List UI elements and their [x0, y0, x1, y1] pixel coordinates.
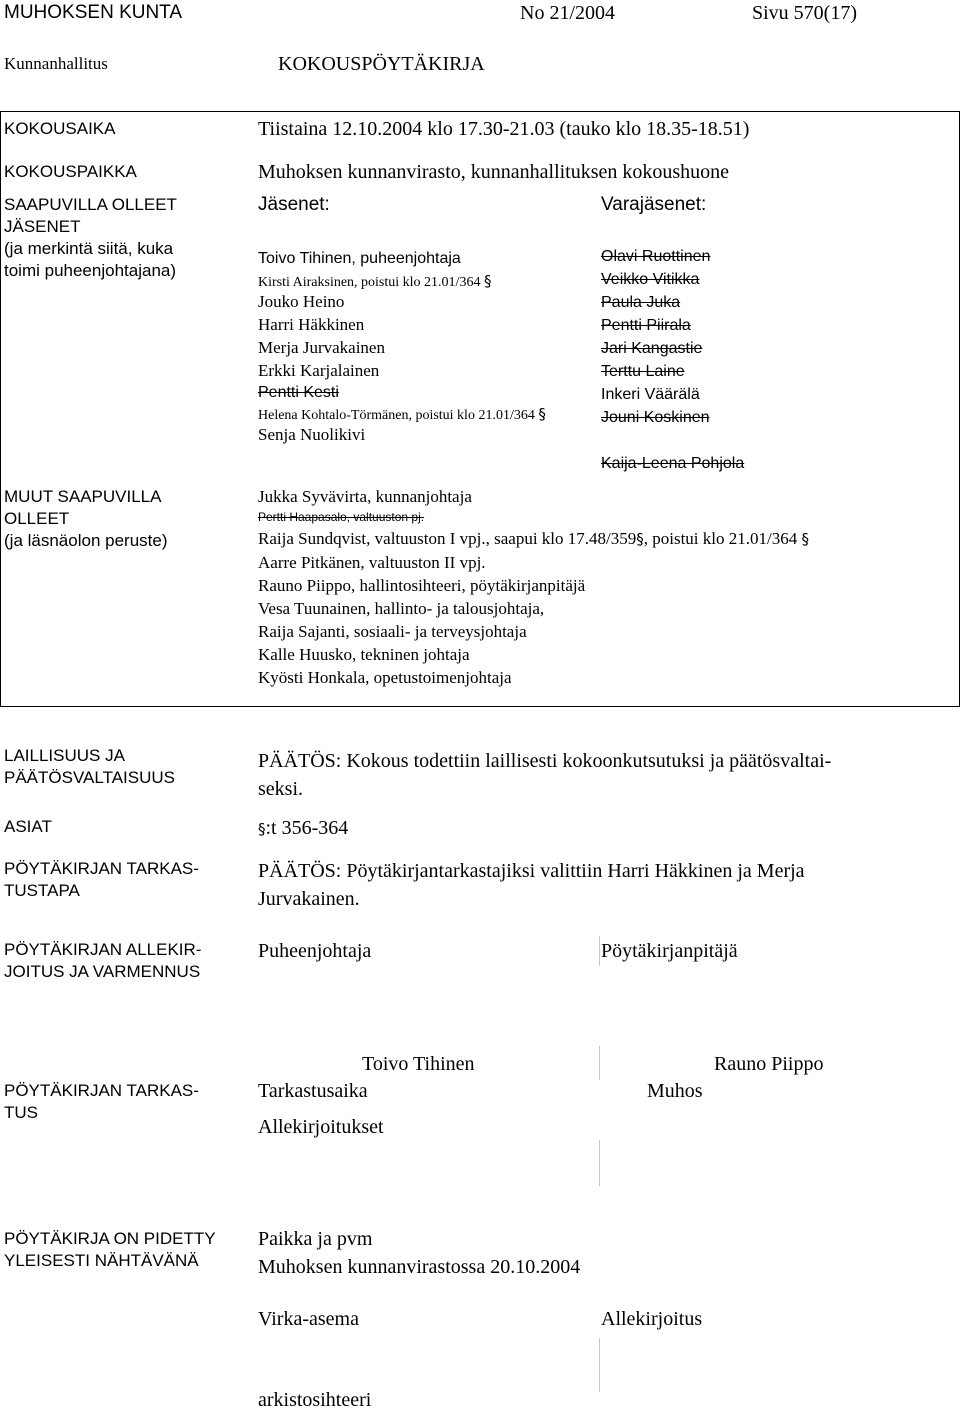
other-present-list	[258, 551, 585, 689]
other-present-row: Kalle Huusko, tekninen johtaja	[258, 645, 470, 664]
signature-label: Allekirjoitus	[601, 1308, 703, 1330]
inspection-label: PÖYTÄKIRJAN TARKAS- TUS	[4, 1081, 199, 1122]
member-row: Merja Jurvakainen	[258, 338, 385, 357]
chair-label: Puheenjohtaja	[258, 940, 372, 962]
document-number: No 21/2004	[520, 2, 615, 24]
deputy-row-absent: Paula Juka	[601, 294, 681, 311]
signing-label: PÖYTÄKIRJAN ALLEKIR- JOITUS JA VARMENNUS	[4, 940, 202, 981]
secretary-name: Rauno Piippo	[714, 1053, 824, 1075]
deputy-row-absent: Pentti Piirala	[601, 317, 691, 334]
municipality-name: MUHOKSEN KUNTA	[4, 2, 183, 23]
deputy-row-absent: Veikko Vitikka	[601, 271, 700, 288]
signature-divider	[599, 1046, 600, 1080]
inspection-signatures-label: Allekirjoitukset	[258, 1116, 384, 1138]
inspection-place: Muhos	[647, 1080, 703, 1102]
table-top-border	[0, 111, 960, 112]
legality-decision: PÄÄTÖS: Kokous todettiin laillisesti kokoonkutsutuksi ja päätösvaltai- seksi.	[258, 750, 832, 800]
deputies-heading: Varajäsenet:	[601, 194, 707, 215]
governing-body: Kunnanhallitus	[4, 54, 108, 73]
deputy-row-absent: Olavi Ruottinen	[601, 248, 711, 265]
matters-value: §:t 356-364	[258, 817, 349, 839]
deputy-row: Inkeri Väärälä	[601, 386, 700, 403]
deputy-row-absent: Terttu Laine	[601, 363, 685, 380]
members-heading: Jäsenet:	[258, 194, 330, 215]
position-value: arkistosihteeri	[258, 1389, 372, 1411]
other-present-row: Rauno Piippo, hallintosihteeri, pöytäkirjanpitäjä	[258, 576, 586, 595]
section-mark: §	[801, 530, 809, 548]
deputy-row-absent: Jari Kangastie	[601, 340, 703, 357]
signature-divider	[599, 1338, 600, 1392]
place-date-label: Paikka ja pvm	[258, 1228, 373, 1250]
chair-name: Toivo Tihinen	[362, 1053, 475, 1075]
inspection-method-label: PÖYTÄKIRJAN TARKAS- TUSTAPA	[4, 859, 199, 900]
member-chair: Toivo Tihinen, puheenjohtaja	[258, 250, 461, 267]
member-row: Erkki Karjalainen	[258, 361, 380, 380]
legality-label: LAILLISUUS JA PÄÄTÖSVALTAISUUS	[4, 746, 175, 787]
meeting-place-label: KOKOUSPAIKKA	[4, 162, 137, 181]
other-present-row: Kyösti Honkala, opetustoimenjohtaja	[258, 668, 512, 687]
member-row: Senja Nuolikivi	[258, 425, 366, 444]
meeting-time-value: Tiistaina 12.10.2004 klo 17.30-21.03 (tauko klo 18.35-18.51)	[258, 118, 750, 140]
meeting-place-value: Muhoksen kunnanvirasto, kunnanhallituksen kokoushuone	[258, 161, 730, 183]
table-left-border	[0, 111, 1, 707]
deputy-row-absent: Kaija-Leena Pohjola	[601, 455, 745, 472]
table-bottom-border	[0, 706, 960, 707]
section-mark: §	[538, 405, 546, 423]
inspection-time-label: Tarkastusaika	[258, 1080, 368, 1102]
signature-divider	[599, 1140, 600, 1186]
deputy-row-absent: Jouni Koskinen	[601, 409, 710, 426]
members-label: SAAPUVILLA OLLEET JÄSENET (ja merkintä siitä, kuka toimi puheenjohtajana)	[4, 195, 177, 280]
secretary-label: Pöytäkirjanpitäjä	[601, 940, 738, 962]
position-label: Virka-asema	[258, 1308, 359, 1330]
section-mark: §	[483, 272, 492, 290]
public-display-label: PÖYTÄKIRJA ON PIDETTY YLEISESTI NÄHTÄVÄNÄ	[4, 1229, 216, 1270]
page-number: Sivu 570(17)	[752, 2, 857, 24]
place-date-value: Muhoksen kunnanvirastossa 20.10.2004	[258, 1256, 581, 1278]
section-mark: §	[636, 530, 644, 548]
member-row: Kirsti Airaksinen, poistui klo 21.01/364 §	[258, 272, 492, 290]
member-row-absent: Pentti Kesti	[258, 384, 339, 401]
other-present-row: Aarre Pitkänen, valtuuston II vpj.	[258, 553, 486, 572]
member-row: Jouko Heino	[258, 292, 345, 311]
matters-label: ASIAT	[4, 817, 52, 836]
other-present-row: Raija Sundqvist, valtuuston I vpj., saapui klo 17.48/359§, poistui klo 21.01/364 §	[258, 529, 809, 548]
signature-divider	[599, 936, 600, 966]
others-label: MUUT SAAPUVILLA OLLEET (ja läsnäolon peruste)	[4, 487, 168, 550]
other-present-row: Raija Sajanti, sosiaali- ja terveysjohtaja	[258, 622, 527, 641]
meeting-time-label: KOKOUSAIKA	[4, 119, 116, 138]
other-present-row: Vesa Tuunainen, hallinto- ja talousjohtaja,	[258, 599, 545, 618]
member-row: Harri Häkkinen	[258, 315, 365, 334]
document-type: KOKOUSPÖYTÄKIRJA	[278, 53, 485, 75]
member-row: Helena Kohtalo-Törmänen, poistui klo 21.01/364 §	[258, 405, 546, 423]
other-present-absent: Pertti Haapasalo, valtuuston pj.	[258, 510, 425, 524]
inspection-method-decision: PÄÄTÖS: Pöytäkirjantarkastajiksi valittiin Harri Häkkinen ja Merja Jurvakainen.	[258, 860, 805, 910]
other-present-row: Jukka Syvävirta, kunnanjohtaja	[258, 487, 472, 506]
section-mark: §	[258, 820, 266, 838]
